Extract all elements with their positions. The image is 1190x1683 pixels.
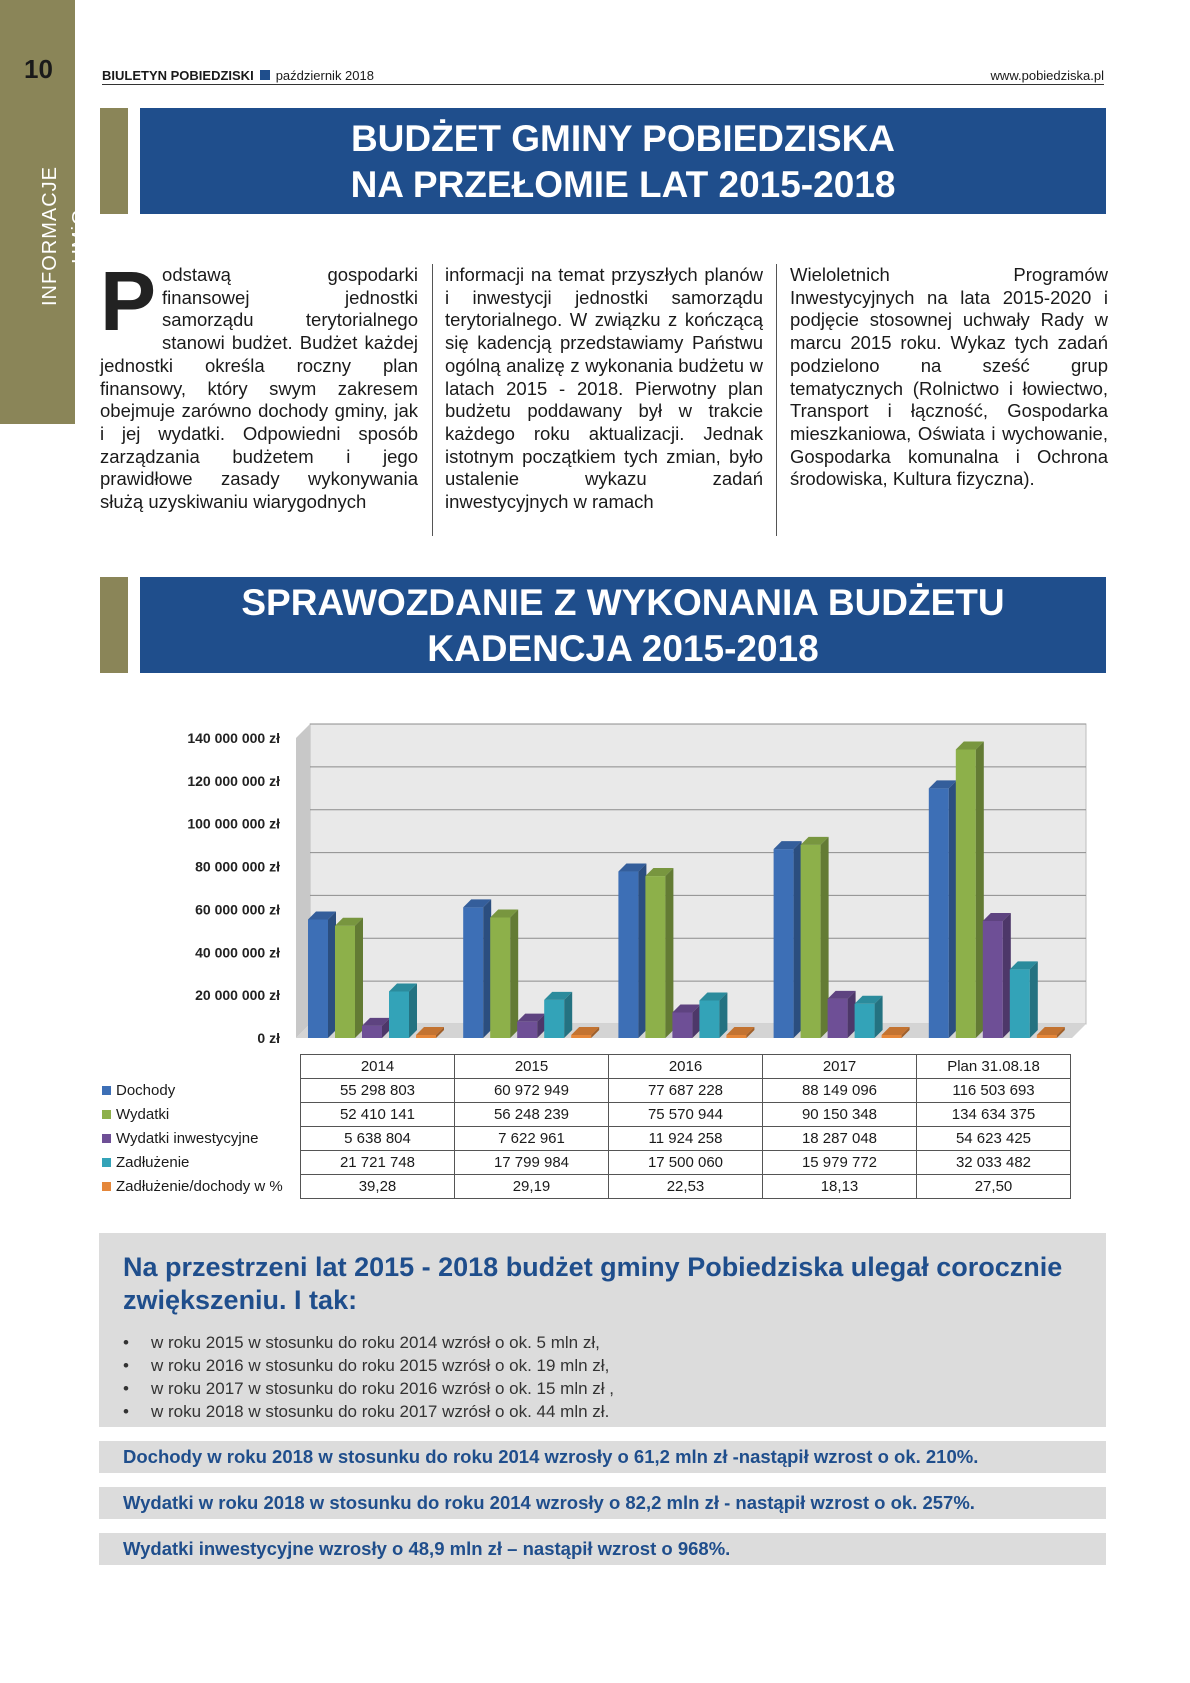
title-accent-bar [100, 108, 128, 214]
article-column-1 [100, 254, 418, 514]
legend-label: Zadłużenie [116, 1154, 190, 1171]
table-cell: 15 979 772 [763, 1151, 917, 1175]
column-divider [432, 264, 433, 536]
bar-side [976, 741, 984, 1038]
y-tick-label: 0 zł [257, 1030, 280, 1046]
bar-side [665, 868, 673, 1038]
legend-color-key [102, 1182, 111, 1191]
running-header [102, 68, 1104, 85]
bar [855, 1004, 875, 1038]
legend-label: Dochody [116, 1082, 176, 1099]
separator-square [260, 70, 270, 80]
table-cell: 29,19 [455, 1175, 609, 1199]
bar [335, 926, 355, 1038]
table-column-header: Plan 31.08.18 [917, 1055, 1071, 1079]
table-cell: 17 799 984 [455, 1151, 609, 1175]
legend-entry [98, 1103, 301, 1127]
article-column-2 [445, 264, 763, 514]
summary-bullet: • w roku 2015 w stosunku do roku 2014 wzrósł o ok. 5 mln zł, [123, 1331, 614, 1354]
table-column-header: 2016 [609, 1055, 763, 1079]
bar-side [409, 983, 417, 1038]
table-row [98, 1079, 1071, 1103]
bar [544, 1000, 564, 1038]
bar [1010, 969, 1030, 1038]
table-cell: 21 721 748 [301, 1151, 455, 1175]
summary-bullet: • w roku 2016 w stosunku do roku 2015 wzrósł o ok. 19 mln zł, [123, 1354, 614, 1377]
article-title [140, 108, 1106, 214]
report-title [140, 577, 1106, 673]
section-label: INFORMACJE UMiG [39, 166, 91, 306]
bar-side [355, 918, 363, 1038]
legend-color-key [102, 1158, 111, 1167]
bar-side [848, 991, 856, 1038]
table-cell: 88 149 096 [763, 1079, 917, 1103]
table-cell: 54 623 425 [917, 1127, 1071, 1151]
summary-bullet: • w roku 2017 w stosunku do roku 2016 wzrósł o ok. 15 mln zł , [123, 1377, 614, 1400]
legend-entry [98, 1127, 301, 1151]
bar [929, 788, 949, 1038]
table-cell: 39,28 [301, 1175, 455, 1199]
bar-side [949, 780, 957, 1038]
income-growth-note: Dochody w roku 2018 w stosunku do roku 2014 wzrosły o 61,2 mln zł -nastąpił wzrost o ok. 210%. [99, 1441, 1106, 1473]
table-cell: 5 638 804 [301, 1127, 455, 1151]
y-tick-label: 100 000 000 zł [187, 815, 280, 832]
drop-cap: P [100, 254, 157, 348]
legend-color-key [102, 1134, 111, 1143]
legend-label: Wydatki inwestycyjne [116, 1130, 259, 1147]
bar-side [510, 909, 518, 1038]
bar [571, 1035, 591, 1038]
bar [463, 907, 483, 1038]
table-cell: 77 687 228 [609, 1079, 763, 1103]
y-tick-label: 120 000 000 zł [187, 772, 280, 789]
bar-side [719, 992, 727, 1038]
summary-bullet: • w roku 2018 w stosunku do roku 2017 wzrósł o ok. 44 mln zł. [123, 1400, 614, 1423]
legend-label: Zadłużenie/dochody w % [116, 1178, 283, 1195]
legend-color-key [102, 1086, 111, 1095]
table-row [98, 1127, 1071, 1151]
bar [308, 920, 328, 1038]
table-cell: 75 570 944 [609, 1103, 763, 1127]
bar [774, 849, 794, 1038]
bar-side [1003, 913, 1011, 1038]
bar [672, 1012, 692, 1038]
table-cell: 22,53 [609, 1175, 763, 1199]
bar [699, 1000, 719, 1038]
y-tick-label: 20 000 000 zł [195, 987, 280, 1004]
bar-side [483, 899, 491, 1038]
bar-side [794, 841, 802, 1038]
legend-entry [98, 1151, 301, 1175]
website-url: www.pobiedziska.pl [990, 68, 1104, 83]
publication-name: BIULETYN POBIEDZISKI [102, 68, 254, 83]
legend-label: Wydatki [116, 1106, 170, 1123]
summary-list [123, 1331, 614, 1423]
bar [517, 1022, 537, 1038]
summary-heading: Na przestrzeni lat 2015 - 2018 budżet gminy Pobiedziska ulegał corocznie zwiększeniu. I tak: [123, 1252, 1063, 1315]
table-cell: 52 410 141 [301, 1103, 455, 1127]
report-title-line2: KADENCJA 2015-2018 [427, 628, 819, 669]
column-2-text: informacji na temat przyszłych planów i inwestycji jednostki samorządu terytorialnego. W związku z kończącą się kadencją przedstawiamy Państwu ogólną analizę z wykonania budżetu w latach 2015 - 2018. Pierwotny plan budżetu poddawany był w trakcie każdego roku aktualizacji. Jednak istotnym początkiem tych zmian, było ustalenie wykazu zadań inwestycyjnych w ramach [445, 264, 763, 513]
table-cell: 55 298 803 [301, 1079, 455, 1103]
table-row [98, 1175, 1071, 1199]
bar [362, 1026, 382, 1038]
y-tick-label: 60 000 000 zł [195, 901, 280, 918]
column-divider [776, 264, 777, 536]
chart-data-table [98, 1054, 1071, 1199]
report-accent-bar [100, 577, 128, 673]
bar [618, 872, 638, 1038]
table-cell: 18,13 [763, 1175, 917, 1199]
bar [490, 917, 510, 1038]
table-cell: 32 033 482 [917, 1151, 1071, 1175]
report-title-line1: SPRAWOZDANIE Z WYKONANIA BUDŻETU [241, 582, 1005, 623]
article-column-3 [790, 264, 1108, 491]
bar [983, 921, 1003, 1038]
issue-date: październik 2018 [275, 68, 374, 83]
bar-side [1030, 961, 1038, 1038]
table-cell: 56 248 239 [455, 1103, 609, 1127]
investment-growth-note: Wydatki inwestycyjne wzrosły o 48,9 mln zł – nastąpił wzrost o 968%. [99, 1533, 1106, 1565]
bar-side [328, 912, 336, 1038]
table-column-header: 2017 [763, 1055, 917, 1079]
table-cell: 27,50 [917, 1175, 1071, 1199]
table-row [98, 1103, 1071, 1127]
bar [416, 1035, 436, 1038]
table-corner [98, 1055, 301, 1079]
article-title-line2: NA PRZEŁOMIE LAT 2015-2018 [350, 164, 896, 205]
page-number: 10 [24, 54, 53, 84]
summary-box [99, 1233, 1106, 1427]
table-row [98, 1151, 1071, 1175]
bar [828, 999, 848, 1038]
table-cell: 90 150 348 [763, 1103, 917, 1127]
y-tick-label: 140 000 000 zł [187, 730, 280, 746]
table-cell: 116 503 693 [917, 1079, 1071, 1103]
table-cell: 7 622 961 [455, 1127, 609, 1151]
table-cell: 11 924 258 [609, 1127, 763, 1151]
bar [956, 749, 976, 1038]
bar [1037, 1035, 1057, 1038]
bar [645, 876, 665, 1038]
chart-side-wall [296, 724, 310, 1038]
y-tick-label: 40 000 000 zł [195, 944, 280, 961]
y-tick-label: 80 000 000 zł [195, 858, 280, 875]
bar-side [821, 837, 829, 1038]
table-header-row [98, 1055, 1071, 1079]
article-title-line1: BUDŻET GMINY POBIEDZISKA [350, 118, 896, 159]
bar-side [564, 992, 572, 1038]
table-column-header: 2014 [301, 1055, 455, 1079]
legend-entry [98, 1175, 301, 1199]
bar [726, 1035, 746, 1038]
table-cell: 17 500 060 [609, 1151, 763, 1175]
bar-side [638, 864, 646, 1038]
table-cell: 134 634 375 [917, 1103, 1071, 1127]
table-cell: 18 287 048 [763, 1127, 917, 1151]
bar [882, 1035, 902, 1038]
budget-bar-chart [100, 720, 1100, 1050]
bar [389, 991, 409, 1038]
bar [801, 845, 821, 1038]
column-3-text: Wieloletnich Programów Inwestycyjnych na lata 2015-2020 i podjęcie stosownej uchwały Rady w marcu 2015 roku. Wykaz tych zadań podzielono na sześć grup tematycznych (Rolnictwo i łowiectwo, Transport i łączność, Gospodarka mieszkaniowa, Oświata i wychowanie, Gospodarka komunalna i Ochrona środowiska, Kultura fizyczna). [790, 264, 1108, 490]
table-cell: 60 972 949 [455, 1079, 609, 1103]
table-column-header: 2015 [455, 1055, 609, 1079]
column-1-text: odstawą gospodarki finansowej jednostki samorządu terytorialnego stanowi budżet. Budżet każdej jednostki określa roczny plan finansowy, który swym zakresem obejmuje zarówno dochody gminy, jak i jej wydatki. Odpowiedni sposób zarządzania budżetem i jego prawidłowe zasady wykonywania służą uzyskiwaniu wiarygodnych [100, 264, 418, 513]
legend-entry [98, 1079, 301, 1103]
legend-color-key [102, 1110, 111, 1119]
expense-growth-note: Wydatki w roku 2018 w stosunku do roku 2014 wzrosły o 82,2 mln zł - nastąpił wzrost o ok. 257%. [99, 1487, 1106, 1519]
